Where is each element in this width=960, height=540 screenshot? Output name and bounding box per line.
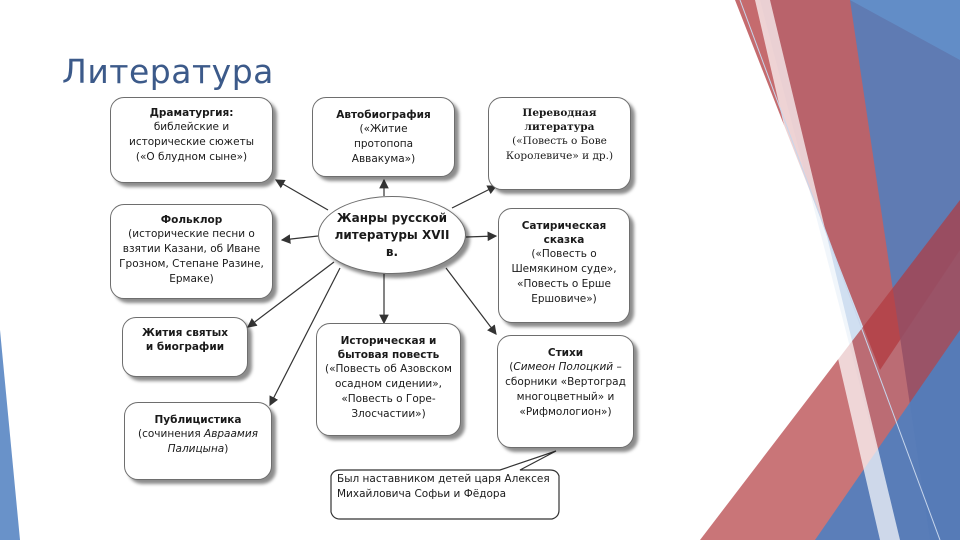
arrow-to-folklore xyxy=(282,236,318,240)
box-translated xyxy=(488,97,631,190)
box-verses-heading: Стихи xyxy=(547,347,584,359)
box-publicism-text-pre: (сочинения xyxy=(138,428,205,440)
box-publicism-author: Авраамия Палицына xyxy=(167,428,258,455)
box-lives-heading: Жития святых и биографии xyxy=(141,327,228,353)
callout-text: Был наставником детей царя Алексея Михайловича Софьи и Фёдора xyxy=(337,473,550,500)
box-verses-author: Симеон Полоцкий xyxy=(513,361,614,373)
box-publicism xyxy=(124,402,272,480)
box-verses-text xyxy=(504,360,627,420)
box-translated-heading: Переводная литература xyxy=(522,107,597,133)
box-satire xyxy=(498,208,630,323)
box-translated-text: («Повесть о Бове Королевиче» и др.) xyxy=(505,135,614,162)
box-historical xyxy=(316,323,461,436)
box-folklore-heading: Фольклор xyxy=(160,214,223,226)
box-publicism-text-post: ) xyxy=(224,443,229,455)
box-verses xyxy=(497,335,634,448)
box-publicism-heading: Публицистика xyxy=(154,414,242,426)
slide-title: Литература xyxy=(62,52,274,91)
box-verses-text-pre: ( xyxy=(509,361,514,373)
box-dramaturgy-text: библейские и исторические сюжеты («О блудном сыне») xyxy=(129,121,254,163)
box-publicism-text xyxy=(131,427,265,457)
box-verses-text-post: – сборники «Вертоград многоцветный» и «Рифмологион») xyxy=(505,361,626,418)
box-lives xyxy=(122,317,248,377)
box-folklore-text: (исторические песни о взятии Казани, об Иване Грозном, Степане Разине, Ермаке) xyxy=(119,228,264,285)
box-folklore xyxy=(110,204,273,299)
box-historical-text: («Повесть об Азовском осадном сидении», «Повесть о Горе-Злосчастии») xyxy=(325,363,452,420)
box-satire-text: («Повесть о Шемякином суде», «Повесть о Ерше Ершовиче») xyxy=(511,248,617,305)
arrow-to-dramaturgy xyxy=(276,180,328,210)
box-autobiography xyxy=(312,97,455,177)
box-satire-heading: Сатирическая сказка xyxy=(521,220,607,246)
center-ellipse: Жанры русской литературы XVII в. xyxy=(318,196,466,274)
box-autobiography-text: («Житие протопопа Аввакума») xyxy=(351,123,416,165)
box-historical-heading: Историческая и бытовая повесть xyxy=(337,335,440,361)
box-dramaturgy-heading: Драматургия: xyxy=(149,107,234,119)
box-autobiography-heading: Автобиография xyxy=(336,109,431,121)
box-dramaturgy xyxy=(110,97,273,183)
arrow-to-satire xyxy=(466,236,496,237)
arrow-to-translated xyxy=(452,186,496,208)
